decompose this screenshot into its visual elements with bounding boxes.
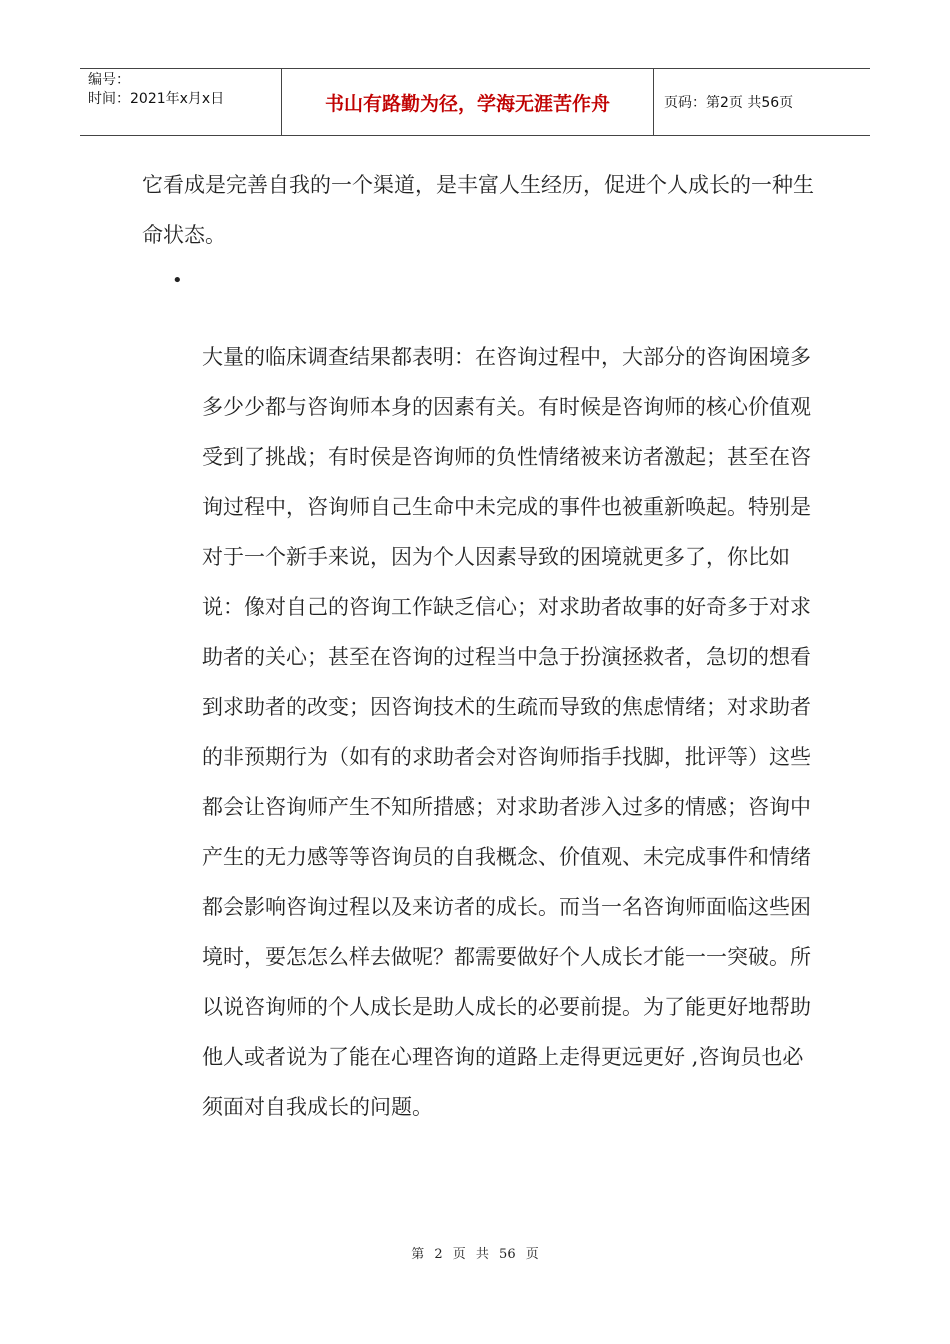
header-page-info: 页码：第2页 共56页 xyxy=(664,95,794,111)
page-footer: 第 2 页 共 56 页 xyxy=(411,1247,539,1262)
bullet-marker: • xyxy=(172,270,183,291)
date-label: 时间：2021年x月x日 xyxy=(88,91,225,107)
paragraph-1: 它看成是完善自我的一个渠道，是丰富人生经历，促进个人成长的一种生命状态。 xyxy=(142,173,814,247)
paragraph-2: 大量的临床调查结果都表明：在咨询过程中，大部分的咨询困境多多少少都与咨询师本身的因素有关。有时候是咨询师的核心价值观受到了挑战；有时侯是咨询师的负性情绪被来访者激起；甚至在咨询过程中，咨询师自己生命中未完成的事件也被重新唤起。特别是对于一个新手来说，因为个人因素导致的困境就更多了，你比如说：像对自己的咨询工作缺乏信心；对求助者故事的好奇多于对求助者的关心；甚至在咨询的过程当中急于扮演拯救者，急切的想看到求助者的改变；因咨询技术的生疏而导致的焦虑情绪；对求助者的非预期行为（如有的求助者会对咨询师指手找脚，批评等）这些都会让咨询师产生不知所措感；对求助者涉入过多的情感；咨询中产生的无力感等等咨询员的自我概念、价值观、未完成事件和情绪都会影响咨询过程以及来访者的成长。而当一名咨询师面临这些困境时，要怎怎么样去做呢？都需要做好个人成长才能一一突破。所以说咨询师的个人成长是助人成长的必要前提。为了能更好地帮助他人或者说为了能在心理咨询的道路上走得更远更好 ,咨询员也必须面对自我成长的问题。 xyxy=(202,345,811,1119)
code-label: 编号： xyxy=(88,72,130,88)
page-header xyxy=(80,68,870,136)
header-meta xyxy=(80,69,282,135)
header-motto: 书山有路勤为径，学海无涯苦作舟 xyxy=(282,69,654,135)
